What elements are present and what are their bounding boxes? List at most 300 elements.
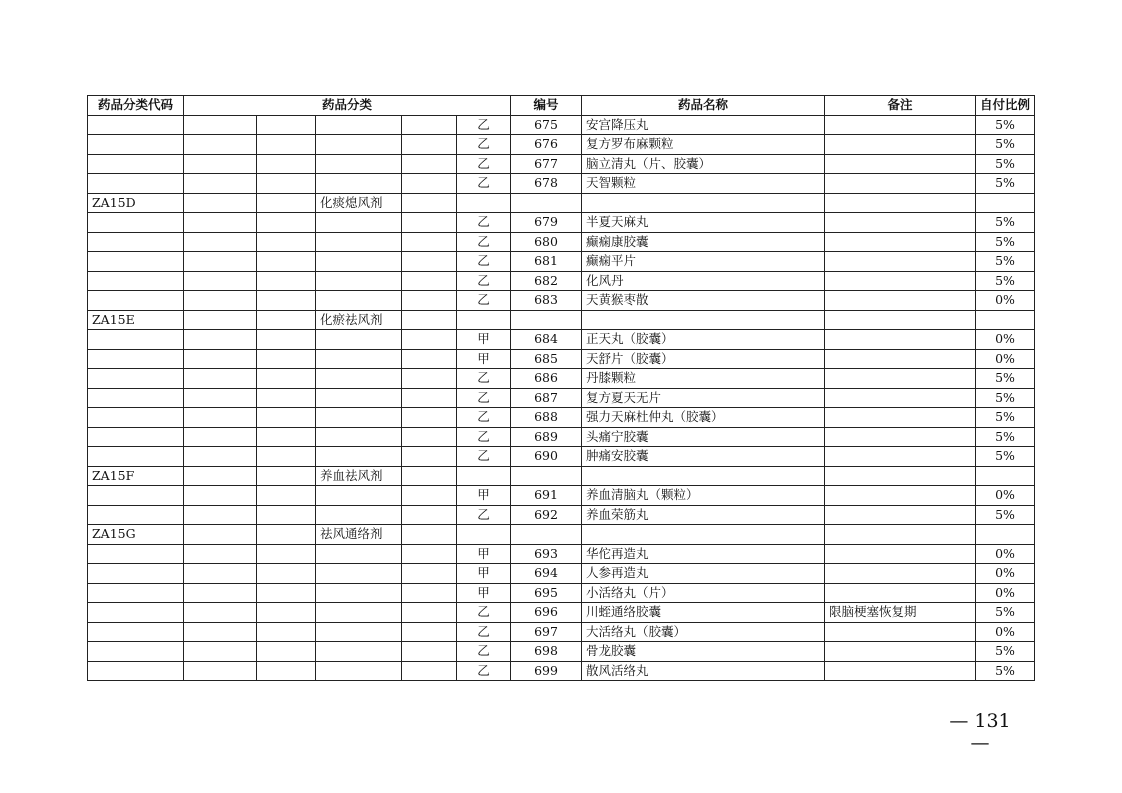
empty-cell [316,135,402,155]
category-label: 养血祛风剂 [316,466,402,486]
drug-name: 复方夏天无片 [582,388,825,408]
drug-note [825,564,976,584]
empty-cell [257,330,316,350]
empty-cell [88,330,184,350]
empty-cell [88,349,184,369]
empty-cell [88,603,184,623]
drug-rate: 0% [976,486,1035,506]
drug-grade: 乙 [457,135,511,155]
drug-grade: 乙 [457,603,511,623]
empty-cell [257,310,316,330]
empty-cell [257,252,316,272]
drug-rate: 5% [976,408,1035,428]
empty-cell [511,466,582,486]
table-row [88,622,1035,642]
table-row [88,135,1035,155]
empty-cell [257,232,316,252]
drug-name: 天黄猴枣散 [582,291,825,311]
drug-name: 脑立清丸（片、胶囊） [582,154,825,174]
drug-number: 689 [511,427,582,447]
category-code: ZA15D [88,193,184,213]
empty-cell [257,388,316,408]
drug-name: 丹膝颗粒 [582,369,825,389]
drug-number: 678 [511,174,582,194]
header-name: 药品名称 [582,96,825,116]
empty-cell [257,408,316,428]
drug-number: 688 [511,408,582,428]
empty-cell [316,544,402,564]
drug-number: 699 [511,661,582,681]
drug-note [825,330,976,350]
drug-number: 675 [511,115,582,135]
drug-note [825,174,976,194]
empty-cell [402,310,457,330]
empty-cell [402,544,457,564]
drug-grade: 甲 [457,564,511,584]
drug-grade: 甲 [457,544,511,564]
empty-cell [402,661,457,681]
drug-rate: 0% [976,291,1035,311]
drug-grade: 乙 [457,388,511,408]
table-row [88,252,1035,272]
table-row [88,642,1035,662]
drug-number: 685 [511,349,582,369]
empty-cell [184,661,257,681]
drug-name: 天舒片（胶囊） [582,349,825,369]
category-code: ZA15F [88,466,184,486]
drug-rate: 0% [976,544,1035,564]
empty-cell [257,193,316,213]
table-row [88,115,1035,135]
empty-cell [457,466,511,486]
empty-cell [976,193,1035,213]
drug-rate: 5% [976,603,1035,623]
drug-number: 692 [511,505,582,525]
empty-cell [257,271,316,291]
empty-cell [184,622,257,642]
empty-cell [184,232,257,252]
empty-cell [402,232,457,252]
drug-note [825,154,976,174]
drug-grade: 乙 [457,642,511,662]
drug-rate: 5% [976,271,1035,291]
empty-cell [88,427,184,447]
empty-cell [976,466,1035,486]
empty-cell [402,583,457,603]
empty-cell [402,330,457,350]
empty-cell [511,525,582,545]
drug-name: 肿痛安胶囊 [582,447,825,467]
drug-grade: 乙 [457,213,511,233]
empty-cell [88,622,184,642]
drug-name: 癫痫康胶囊 [582,232,825,252]
empty-cell [88,544,184,564]
empty-cell [88,291,184,311]
drug-number: 698 [511,642,582,662]
empty-cell [825,525,976,545]
empty-cell [88,642,184,662]
empty-cell [88,252,184,272]
drug-rate: 0% [976,349,1035,369]
empty-cell [257,544,316,564]
empty-cell [402,252,457,272]
empty-cell [184,525,257,545]
table-row [88,603,1035,623]
empty-cell [316,369,402,389]
empty-cell [184,564,257,584]
empty-cell [316,505,402,525]
drug-number: 690 [511,447,582,467]
empty-cell [184,193,257,213]
empty-cell [402,564,457,584]
table-row [88,213,1035,233]
drug-note [825,232,976,252]
empty-cell [316,330,402,350]
empty-cell [402,486,457,506]
empty-cell [88,213,184,233]
empty-cell [257,583,316,603]
empty-cell [825,193,976,213]
drug-rate: 5% [976,252,1035,272]
drug-note [825,505,976,525]
empty-cell [257,642,316,662]
drug-name: 养血清脑丸（颗粒） [582,486,825,506]
drug-name: 正天丸（胶囊） [582,330,825,350]
drug-name: 散风活络丸 [582,661,825,681]
drug-grade: 乙 [457,427,511,447]
empty-cell [402,642,457,662]
empty-cell [402,427,457,447]
empty-cell [316,622,402,642]
table-row [88,369,1035,389]
empty-cell [316,388,402,408]
drug-number: 679 [511,213,582,233]
drug-note [825,115,976,135]
empty-cell [88,174,184,194]
drug-name: 头痛宁胶囊 [582,427,825,447]
empty-cell [402,408,457,428]
drug-rate: 0% [976,583,1035,603]
table-row [88,486,1035,506]
empty-cell [402,603,457,623]
header-row [88,96,1035,116]
empty-cell [976,525,1035,545]
empty-cell [184,603,257,623]
table-row [88,505,1035,525]
empty-cell [184,174,257,194]
empty-cell [316,603,402,623]
drug-rate: 5% [976,135,1035,155]
table-row [88,154,1035,174]
empty-cell [88,232,184,252]
drug-number: 680 [511,232,582,252]
drug-grade: 乙 [457,408,511,428]
empty-cell [184,544,257,564]
drug-number: 691 [511,486,582,506]
drug-note [825,291,976,311]
category-label: 祛风通络剂 [316,525,402,545]
empty-cell [88,486,184,506]
empty-cell [316,661,402,681]
drug-rate: 5% [976,115,1035,135]
empty-cell [316,642,402,662]
empty-cell [257,154,316,174]
category-row [88,310,1035,330]
drug-number: 694 [511,564,582,584]
drug-rate: 5% [976,505,1035,525]
drug-number: 695 [511,583,582,603]
empty-cell [88,505,184,525]
drug-note [825,447,976,467]
page-number: — 131 — [949,710,1011,754]
empty-cell [316,174,402,194]
empty-cell [184,252,257,272]
empty-cell [582,193,825,213]
drug-name: 人参再造丸 [582,564,825,584]
drug-rate: 0% [976,622,1035,642]
empty-cell [257,213,316,233]
empty-cell [257,603,316,623]
empty-cell [402,447,457,467]
empty-cell [88,661,184,681]
empty-cell [257,174,316,194]
empty-cell [316,583,402,603]
header-code: 药品分类代码 [88,96,184,116]
table-row [88,271,1035,291]
drug-name: 川蛭通络胶囊 [582,603,825,623]
empty-cell [184,154,257,174]
empty-cell [88,447,184,467]
empty-cell [316,349,402,369]
drug-note: 限脑梗塞恢复期 [825,603,976,623]
empty-cell [316,564,402,584]
empty-cell [88,564,184,584]
empty-cell [457,525,511,545]
drug-note [825,486,976,506]
drug-number: 682 [511,271,582,291]
drug-grade: 乙 [457,291,511,311]
drug-number: 681 [511,252,582,272]
empty-cell [316,427,402,447]
drug-name: 天智颗粒 [582,174,825,194]
empty-cell [402,388,457,408]
drug-note [825,388,976,408]
empty-cell [88,115,184,135]
table-row [88,544,1035,564]
empty-cell [402,349,457,369]
drug-grade: 甲 [457,486,511,506]
drug-note [825,369,976,389]
drug-rate: 5% [976,642,1035,662]
empty-cell [316,154,402,174]
empty-cell [88,135,184,155]
empty-cell [257,486,316,506]
empty-cell [402,135,457,155]
empty-cell [402,369,457,389]
empty-cell [184,642,257,662]
empty-cell [184,271,257,291]
empty-cell [402,466,457,486]
drug-name: 癫痫平片 [582,252,825,272]
drug-number: 686 [511,369,582,389]
table-row [88,174,1035,194]
category-label: 化瘀祛风剂 [316,310,402,330]
drug-grade: 甲 [457,349,511,369]
empty-cell [402,115,457,135]
header-number: 编号 [511,96,582,116]
empty-cell [184,427,257,447]
drug-rate: 5% [976,213,1035,233]
empty-cell [316,271,402,291]
empty-cell [184,213,257,233]
empty-cell [402,154,457,174]
drug-rate: 5% [976,232,1035,252]
empty-cell [184,583,257,603]
category-row [88,193,1035,213]
empty-cell [88,369,184,389]
empty-cell [582,310,825,330]
empty-cell [257,115,316,135]
drug-name: 骨龙胶囊 [582,642,825,662]
empty-cell [257,291,316,311]
empty-cell [184,408,257,428]
empty-cell [316,115,402,135]
drug-name: 化风丹 [582,271,825,291]
empty-cell [88,388,184,408]
drug-note [825,349,976,369]
empty-cell [257,505,316,525]
drug-rate: 0% [976,330,1035,350]
table-row [88,427,1035,447]
header-category: 药品分类 [184,96,511,116]
drug-rate: 5% [976,174,1035,194]
drug-note [825,642,976,662]
drug-name: 复方罗布麻颗粒 [582,135,825,155]
drug-grade: 乙 [457,252,511,272]
empty-cell [88,154,184,174]
drug-note [825,213,976,233]
empty-cell [402,525,457,545]
drug-grade: 乙 [457,271,511,291]
empty-cell [457,310,511,330]
empty-cell [511,193,582,213]
empty-cell [184,486,257,506]
category-code: ZA15E [88,310,184,330]
empty-cell [184,349,257,369]
drug-grade: 乙 [457,154,511,174]
empty-cell [457,193,511,213]
drug-grade: 乙 [457,115,511,135]
empty-cell [402,505,457,525]
table-row [88,661,1035,681]
empty-cell [316,232,402,252]
empty-cell [257,525,316,545]
empty-cell [825,466,976,486]
drug-grade: 乙 [457,622,511,642]
drug-grade: 乙 [457,369,511,389]
drug-number: 683 [511,291,582,311]
empty-cell [257,369,316,389]
empty-cell [316,486,402,506]
category-code: ZA15G [88,525,184,545]
empty-cell [184,388,257,408]
empty-cell [184,135,257,155]
drug-note [825,427,976,447]
drug-number: 697 [511,622,582,642]
empty-cell [257,349,316,369]
drug-note [825,544,976,564]
drug-note [825,583,976,603]
drug-name: 小活络丸（片） [582,583,825,603]
drug-name: 华佗再造丸 [582,544,825,564]
drug-rate: 5% [976,388,1035,408]
table-row [88,232,1035,252]
empty-cell [976,310,1035,330]
drug-number: 677 [511,154,582,174]
empty-cell [184,310,257,330]
empty-cell [184,466,257,486]
empty-cell [511,310,582,330]
header-rate: 自付比例 [976,96,1035,116]
empty-cell [402,291,457,311]
drug-number: 684 [511,330,582,350]
empty-cell [316,408,402,428]
drug-name: 半夏天麻丸 [582,213,825,233]
table-row [88,388,1035,408]
drug-note [825,408,976,428]
table-row [88,408,1035,428]
drug-grade: 乙 [457,661,511,681]
empty-cell [184,505,257,525]
drug-rate: 5% [976,447,1035,467]
empty-cell [88,408,184,428]
empty-cell [316,291,402,311]
drug-name: 安宫降压丸 [582,115,825,135]
empty-cell [402,193,457,213]
empty-cell [88,271,184,291]
drug-rate: 0% [976,564,1035,584]
table-row [88,330,1035,350]
empty-cell [257,447,316,467]
category-label: 化痰熄风剂 [316,193,402,213]
empty-cell [402,271,457,291]
empty-cell [316,252,402,272]
empty-cell [316,213,402,233]
empty-cell [88,583,184,603]
empty-cell [257,564,316,584]
empty-cell [257,135,316,155]
table-row [88,564,1035,584]
drug-rate: 5% [976,369,1035,389]
empty-cell [257,661,316,681]
table-row [88,349,1035,369]
drug-grade: 乙 [457,174,511,194]
empty-cell [402,213,457,233]
empty-cell [257,622,316,642]
empty-cell [402,174,457,194]
drug-grade: 乙 [457,447,511,467]
table-row [88,583,1035,603]
drug-grade: 甲 [457,330,511,350]
drug-table [87,95,1035,681]
empty-cell [184,369,257,389]
empty-cell [582,466,825,486]
drug-number: 696 [511,603,582,623]
empty-cell [184,291,257,311]
empty-cell [825,310,976,330]
empty-cell [184,330,257,350]
drug-name: 大活络丸（胶囊） [582,622,825,642]
